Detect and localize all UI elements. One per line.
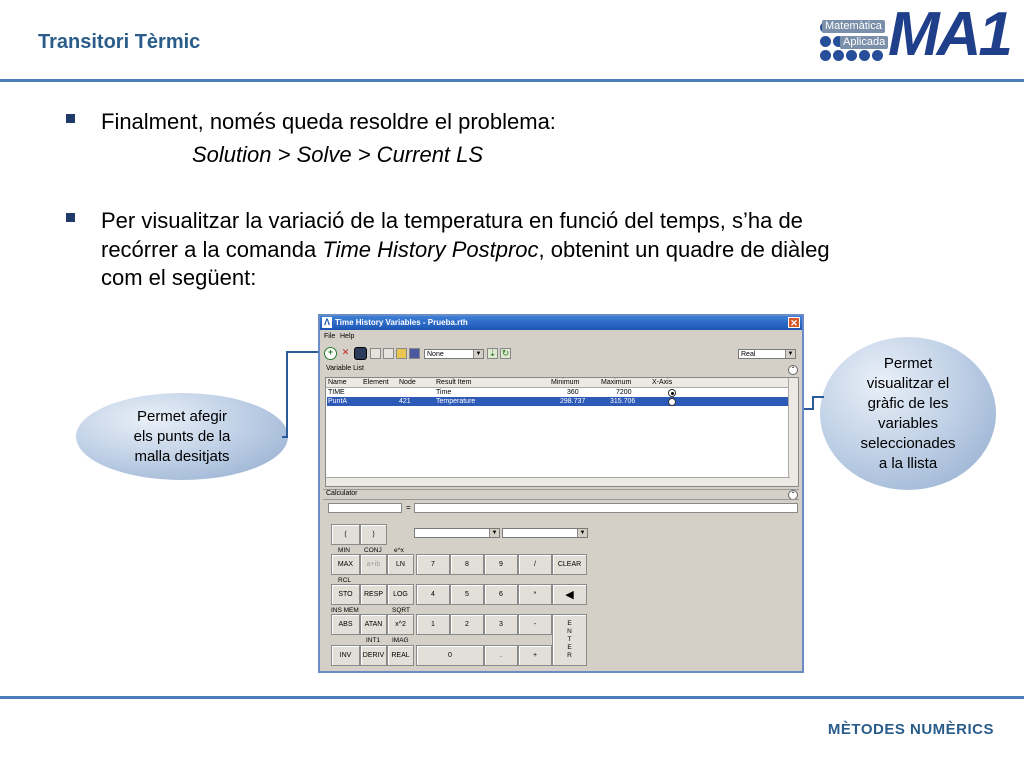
horizontal-scrollbar[interactable] bbox=[326, 477, 790, 486]
enter-letter: E bbox=[567, 644, 572, 651]
digit-2-button[interactable]: 2 bbox=[450, 614, 484, 635]
cell-item: Temperature bbox=[436, 398, 476, 405]
bullet-2-command: Time History Postproc bbox=[322, 237, 539, 262]
callout-right-line2: visualitzar el bbox=[866, 374, 950, 392]
logo-word-aplicada: Aplicada bbox=[840, 36, 888, 49]
vertical-scrollbar[interactable] bbox=[788, 378, 798, 486]
digit-7-button[interactable]: 7 bbox=[416, 554, 450, 575]
label-imag: IMAG bbox=[392, 637, 409, 644]
bullet-2-line3: com el següent: bbox=[101, 265, 257, 290]
divide-button[interactable]: / bbox=[518, 554, 552, 575]
collapse-calculator-icon[interactable]: ⌃ bbox=[788, 490, 798, 500]
window-titlebar[interactable] bbox=[320, 316, 802, 330]
footer-course-name: MÈTODES NUMÈRICS bbox=[827, 721, 994, 738]
slide-title: Transitori Tèrmic bbox=[38, 31, 201, 53]
footer-divider bbox=[0, 696, 1024, 699]
callout-add-points bbox=[76, 393, 288, 480]
backspace-icon[interactable]: ◀ bbox=[552, 584, 587, 605]
bullet-1-command: Solution > Solve > Current LS bbox=[192, 142, 484, 167]
callout-plot-variables bbox=[820, 337, 996, 490]
time-history-window bbox=[318, 314, 804, 673]
list-data-icon[interactable] bbox=[370, 348, 381, 359]
window-close-button[interactable]: ✕ bbox=[788, 317, 800, 328]
ln-button[interactable]: LN bbox=[387, 554, 414, 575]
label-sqrt: SQRT bbox=[392, 607, 410, 614]
label-ex: e^x bbox=[394, 547, 404, 554]
col-result-item[interactable]: Result Item bbox=[436, 379, 472, 386]
variable-combo[interactable] bbox=[502, 528, 588, 538]
function-combo[interactable] bbox=[414, 528, 500, 538]
panel-divider bbox=[323, 489, 799, 490]
ansys-icon: Λ bbox=[323, 317, 330, 327]
aib-button[interactable]: a+ib bbox=[360, 554, 387, 575]
enter-button[interactable] bbox=[552, 614, 587, 666]
cell-item: Time bbox=[436, 389, 452, 396]
digit-6-button[interactable]: 6 bbox=[484, 584, 518, 605]
ma1-logo bbox=[818, 0, 1010, 72]
callout-left-line2: els punts de la bbox=[133, 427, 231, 445]
graph-data-icon[interactable] bbox=[354, 347, 367, 360]
results-set-value: None bbox=[427, 351, 444, 358]
real-imag-combo[interactable] bbox=[738, 349, 796, 359]
expression-input[interactable] bbox=[414, 503, 798, 513]
cell-min: 360 bbox=[567, 389, 579, 396]
abs-button[interactable]: ABS bbox=[331, 614, 360, 635]
bullet-marker-2 bbox=[66, 213, 75, 222]
results-set-combo[interactable] bbox=[424, 349, 484, 359]
logo-word-matematica: Matemàtica bbox=[822, 20, 885, 33]
callout-left-line1: Permet afegir bbox=[136, 407, 228, 425]
x-axis-radio[interactable] bbox=[668, 389, 676, 397]
variable-list-label: Variable List bbox=[326, 365, 365, 372]
open-file-icon[interactable] bbox=[396, 348, 407, 359]
variable-name-input[interactable] bbox=[328, 503, 402, 513]
col-minimum[interactable]: Minimum bbox=[551, 379, 580, 386]
label-conj: CONJ bbox=[364, 547, 382, 554]
sto-button[interactable]: STO bbox=[331, 584, 360, 605]
paren-open-button[interactable]: ( bbox=[331, 524, 360, 545]
header-divider bbox=[0, 79, 1024, 82]
deriv-button[interactable]: DERIV bbox=[360, 645, 387, 666]
callout-right-line3: gràfic de les bbox=[867, 394, 949, 412]
minus-button[interactable]: - bbox=[518, 614, 552, 635]
callout-left-line3: malla desitjats bbox=[134, 447, 230, 465]
x-squared-button[interactable]: x^2 bbox=[387, 614, 414, 635]
cell-max: 7200 bbox=[616, 389, 632, 396]
atan-button[interactable]: ATAN bbox=[360, 614, 387, 635]
callout-right-line6: a la llista bbox=[878, 454, 938, 472]
cell-name: TIME bbox=[328, 389, 345, 396]
callout-right-line4: variables bbox=[877, 414, 939, 432]
label-rcl: RCL bbox=[338, 577, 352, 584]
x-axis-radio[interactable] bbox=[668, 398, 676, 406]
digit-8-button[interactable]: 8 bbox=[450, 554, 484, 575]
digit-0-button[interactable]: 0 bbox=[416, 645, 484, 666]
panel-divider bbox=[323, 499, 799, 500]
callout-right-line5: seleccionades bbox=[860, 434, 956, 452]
cell-name: PuntA bbox=[328, 398, 348, 405]
equals-sign: = bbox=[406, 503, 411, 512]
multiply-button[interactable]: * bbox=[518, 584, 552, 605]
digit-3-button[interactable]: 3 bbox=[484, 614, 518, 635]
label-int1: INT1 bbox=[366, 637, 381, 644]
real-button[interactable]: REAL bbox=[387, 645, 414, 666]
enter-letter: R bbox=[567, 652, 572, 659]
digit-4-button[interactable]: 4 bbox=[416, 584, 450, 605]
resp-button[interactable]: RESP bbox=[360, 584, 387, 605]
chevron-down-icon: ▼ bbox=[473, 350, 483, 358]
callout-right-line1: Permet bbox=[883, 354, 933, 372]
inv-button[interactable]: INV bbox=[331, 645, 360, 666]
bullet-2-line2-pre: recórrer a la comanda bbox=[101, 237, 323, 262]
label-ins-mem: INS MEM bbox=[331, 607, 359, 614]
bullet-2-line1: Per visualitzar la variació de la temperatura en funció del temps, s’ha de bbox=[101, 208, 803, 233]
logo-ma1-text: MA1 bbox=[888, 0, 1010, 69]
refresh-icon[interactable]: ↻ bbox=[501, 348, 510, 358]
max-button[interactable]: MAX bbox=[331, 554, 360, 575]
add-variable-icon[interactable]: + bbox=[324, 347, 337, 360]
bullet-2-line2 bbox=[101, 236, 830, 263]
table-row[interactable] bbox=[327, 388, 791, 397]
bullet-marker-1 bbox=[66, 114, 75, 123]
label-min: MIN bbox=[338, 547, 350, 554]
cell-max: 315.706 bbox=[610, 398, 636, 405]
variable-list-table bbox=[325, 377, 799, 487]
col-node[interactable]: Node bbox=[399, 379, 416, 386]
import-icon[interactable]: ⇣ bbox=[488, 348, 497, 358]
enter-letter: T bbox=[567, 636, 572, 643]
paren-close-button[interactable]: ) bbox=[360, 524, 387, 545]
menu-help[interactable]: Help bbox=[340, 333, 355, 340]
decimal-button[interactable]: . bbox=[484, 645, 518, 666]
save-icon[interactable] bbox=[409, 348, 420, 359]
col-element[interactable]: Element bbox=[363, 379, 389, 386]
digit-5-button[interactable]: 5 bbox=[450, 584, 484, 605]
col-maximum[interactable]: Maximum bbox=[601, 379, 632, 386]
chevron-down-icon: ▼ bbox=[785, 350, 795, 358]
enter-letter: N bbox=[567, 628, 572, 635]
plus-button[interactable]: + bbox=[518, 645, 552, 666]
real-imag-value: Real bbox=[741, 351, 756, 358]
cell-min: 298.737 bbox=[560, 398, 586, 405]
log-button[interactable]: LOG bbox=[387, 584, 414, 605]
clear-button[interactable]: CLEAR bbox=[552, 554, 587, 575]
connector-right-v2 bbox=[812, 396, 814, 410]
col-x-axis[interactable]: X-Axis bbox=[652, 379, 673, 386]
window-title: Time History Variables - Prueba.rth bbox=[335, 318, 468, 327]
bullet-1-text: Finalment, només queda resoldre el problema: bbox=[101, 109, 556, 134]
calculator-label: Calculator bbox=[326, 490, 358, 497]
properties-icon[interactable] bbox=[383, 348, 394, 359]
connector-left-v bbox=[286, 351, 288, 438]
bullet-2-line2-post: , obtenint un quadre de diàleg bbox=[538, 237, 830, 262]
digit-9-button[interactable]: 9 bbox=[484, 554, 518, 575]
col-name[interactable]: Name bbox=[328, 379, 347, 386]
enter-letter: E bbox=[567, 620, 572, 627]
chevron-down-icon: ▼ bbox=[489, 529, 499, 537]
collapse-variable-list-icon[interactable]: ⌃ bbox=[788, 365, 798, 375]
delete-variable-icon[interactable]: ✕ bbox=[341, 347, 350, 357]
cell-node: 421 bbox=[399, 398, 411, 405]
menu-file[interactable]: File bbox=[324, 333, 336, 340]
digit-1-button[interactable]: 1 bbox=[416, 614, 450, 635]
connector-right-h2 bbox=[812, 396, 824, 398]
chevron-down-icon: ▼ bbox=[577, 529, 587, 537]
table-row[interactable] bbox=[327, 397, 791, 406]
